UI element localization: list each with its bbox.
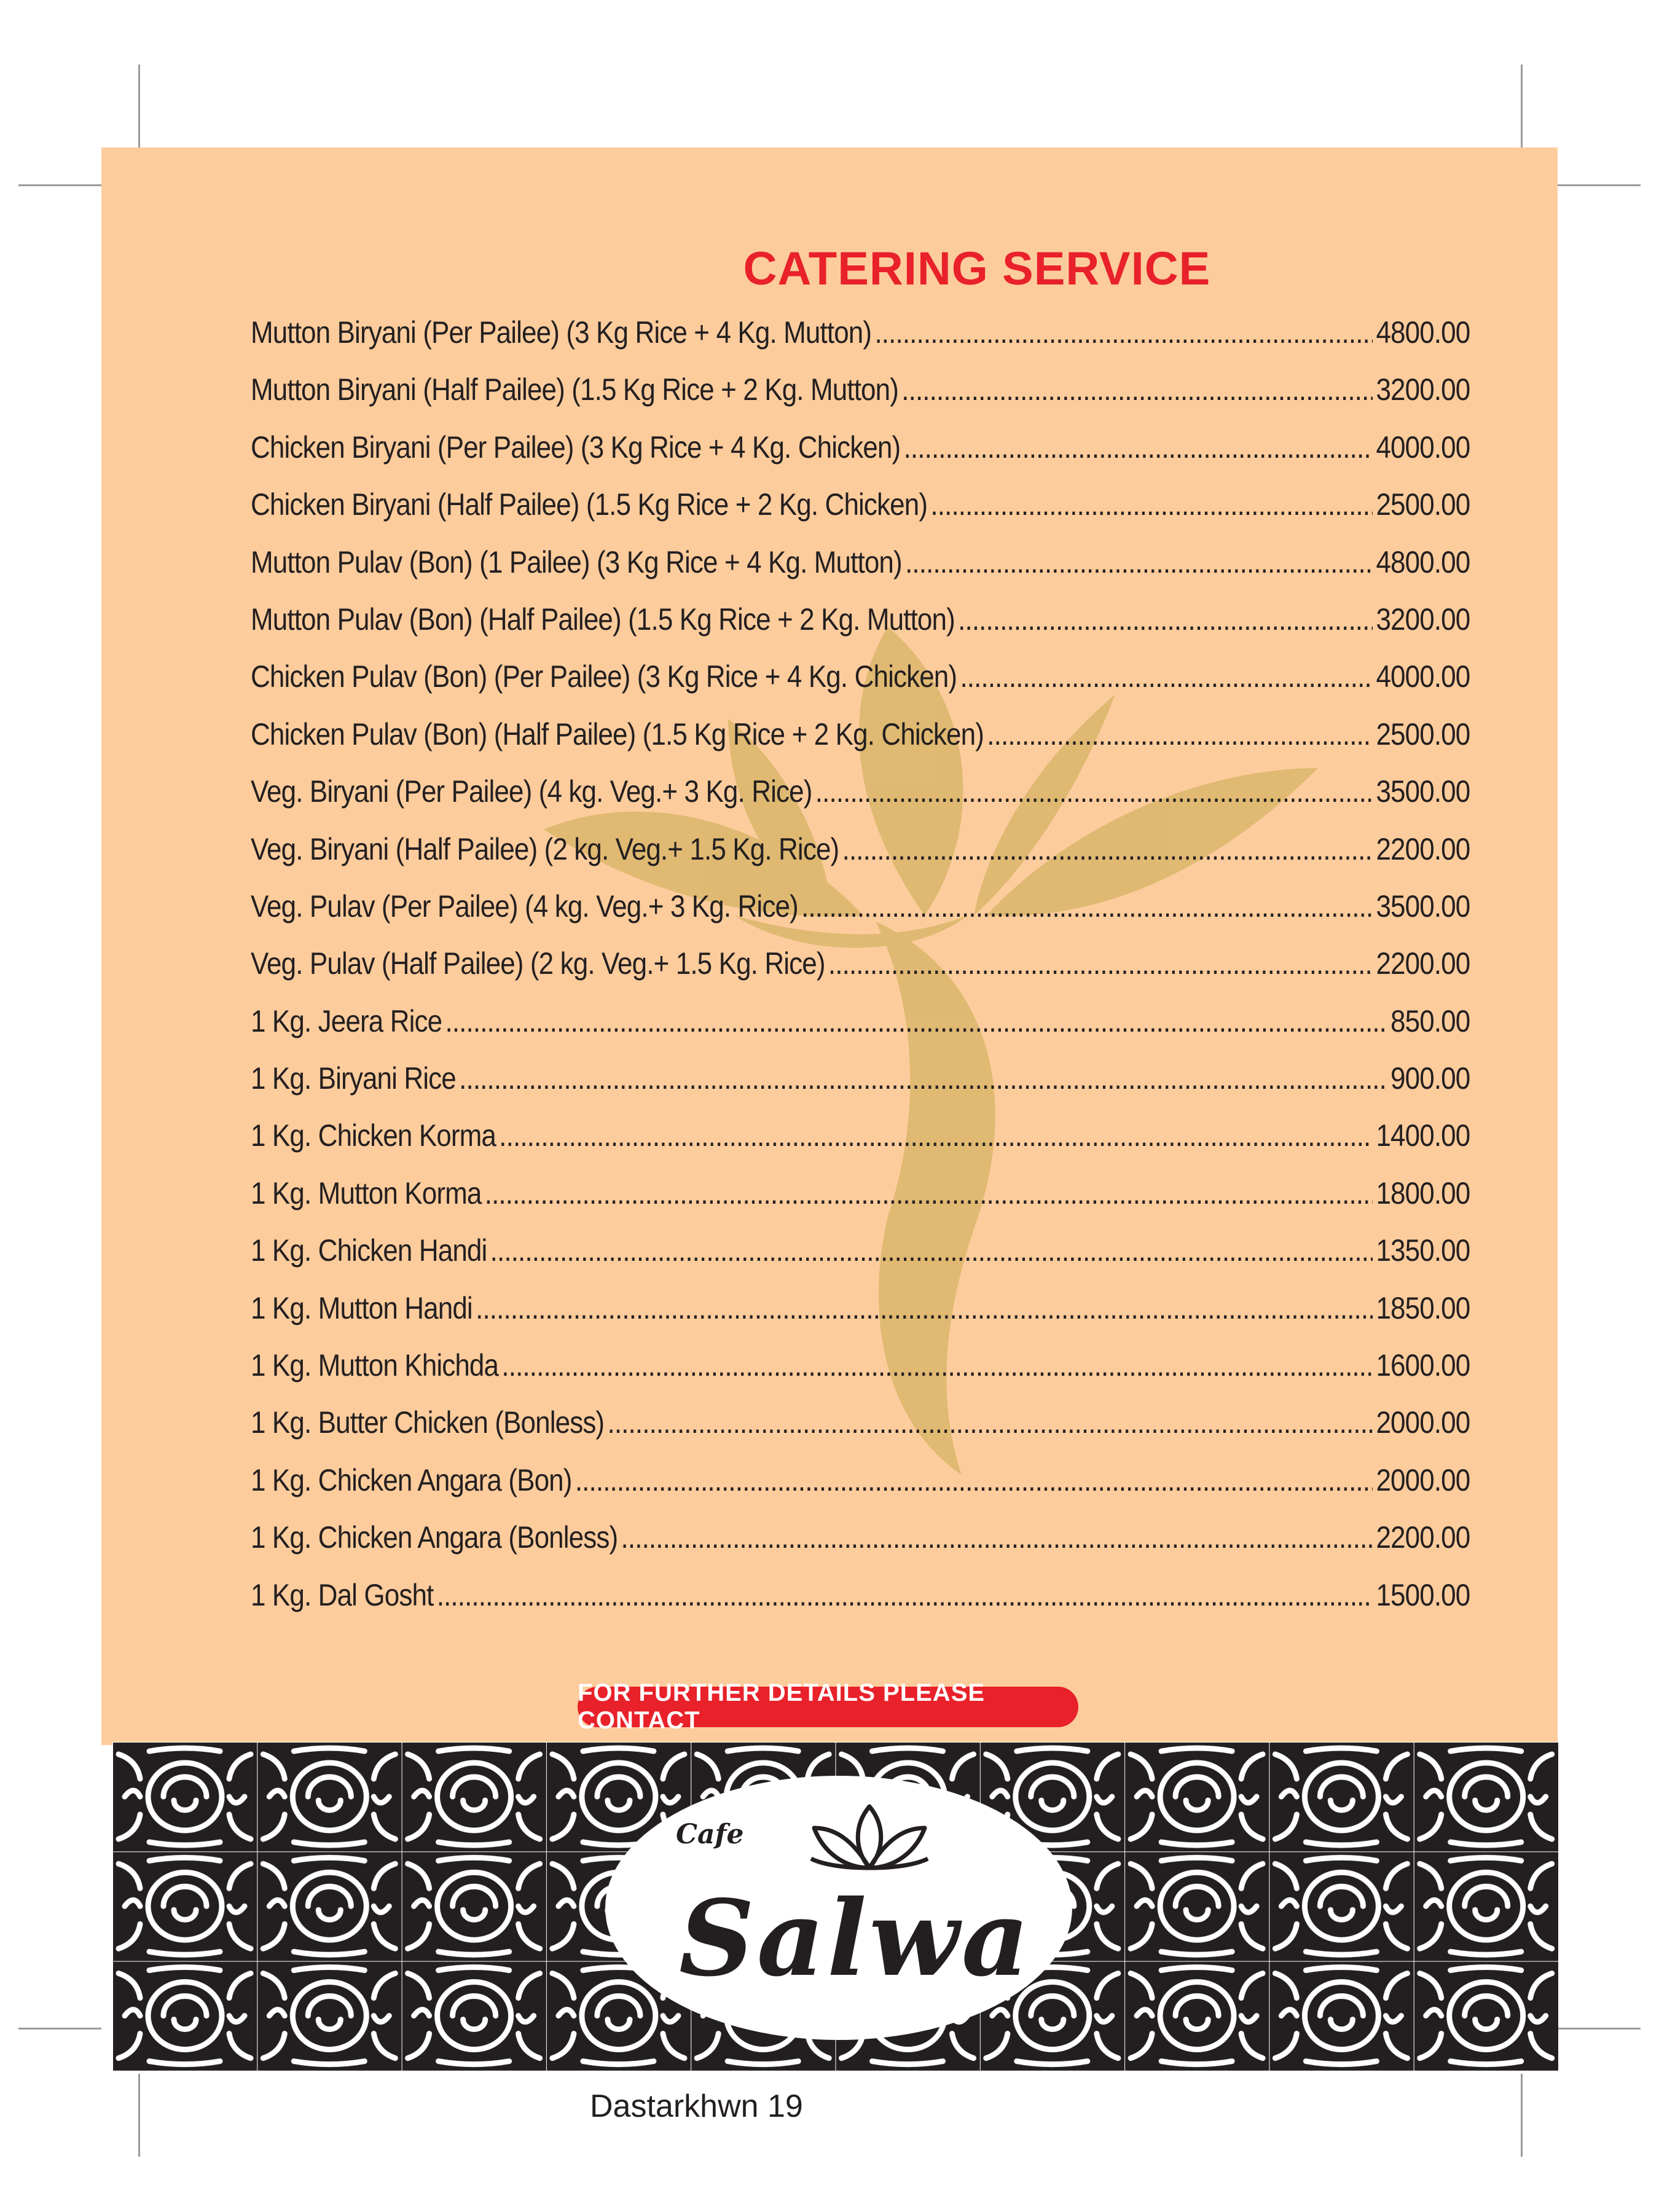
menu-item-name: Mutton Biryani (Per Pailee) (3 Kg Rice + 4 Kg. Mutton): [251, 315, 872, 350]
menu-item: [251, 429, 1470, 487]
menu-item-price: 2500.00: [1376, 716, 1470, 751]
crop-mark: [1558, 2028, 1641, 2030]
menu-item-name: Veg. Biryani (Per Pailee) (4 kg. Veg.+ 3 Kg. Rice): [251, 774, 812, 809]
dot-leader: [901, 372, 1373, 407]
menu-item: [251, 372, 1470, 429]
dot-leader: [437, 1577, 1373, 1613]
dot-leader: [485, 1175, 1373, 1211]
dot-leader: [801, 888, 1373, 924]
menu-item: [251, 946, 1470, 1003]
menu-item: [251, 1175, 1470, 1233]
menu-item-name: Mutton Pulav (Bon) (1 Pailee) (3 Kg Rice + 4 Kg. Mutton): [251, 544, 902, 579]
menu-item-price: 1350.00: [1376, 1233, 1470, 1268]
crop-mark: [138, 2074, 140, 2157]
dot-leader: [459, 1061, 1387, 1096]
menu-item-price: 1500.00: [1376, 1577, 1470, 1612]
menu-item-price: 3500.00: [1376, 774, 1470, 809]
crop-mark: [1558, 184, 1641, 186]
menu-item-price: 1400.00: [1376, 1118, 1470, 1153]
menu-item-name: 1 Kg. Dal Gosht: [251, 1577, 434, 1612]
lotus-icon: [808, 1800, 931, 1880]
menu-item-price: 2200.00: [1376, 831, 1470, 866]
crop-mark: [18, 184, 101, 186]
logo-prefix: Cafe: [676, 1819, 744, 1850]
menu-item-name: 1 Kg. Mutton Khichda: [251, 1348, 499, 1383]
menu-item: [251, 774, 1470, 831]
contact-badge: FOR FURTHER DETAILS PLEASE CONTACT: [578, 1687, 1078, 1727]
menu-item-price: 900.00: [1390, 1061, 1470, 1096]
menu-item-name: 1 Kg. Chicken Korma: [251, 1118, 496, 1153]
menu-item-name: Chicken Biryani (Half Pailee) (1.5 Kg Rice + 2 Kg. Chicken): [251, 487, 928, 522]
menu-item-price: 850.00: [1390, 1003, 1470, 1038]
menu-item: [251, 602, 1470, 659]
menu-item: [251, 1118, 1470, 1175]
menu-item: [251, 1061, 1470, 1118]
page-footer: Dastarkhwn 19: [590, 2088, 803, 2124]
crop-mark: [18, 2028, 101, 2030]
dot-leader: [904, 429, 1373, 465]
menu-item-name: 1 Kg. Chicken Handi: [251, 1233, 487, 1268]
menu-item-price: 2500.00: [1376, 487, 1470, 522]
menu-item-name: 1 Kg. Chicken Angara (Bonless): [251, 1520, 618, 1555]
menu-item-name: Veg. Pulav (Per Pailee) (4 kg. Veg.+ 3 Kg. Rice): [251, 888, 798, 924]
menu-item: [251, 716, 1470, 774]
dot-leader: [842, 831, 1373, 867]
menu-item-price: 4800.00: [1376, 315, 1470, 350]
dot-leader: [621, 1520, 1373, 1555]
dot-leader: [490, 1233, 1373, 1268]
menu-item-name: 1 Kg. Jeera Rice: [251, 1003, 442, 1038]
menu-item-name: Chicken Biryani (Per Pailee) (3 Kg Rice + 4 Kg. Chicken): [251, 429, 901, 465]
menu-item: [251, 1003, 1470, 1061]
menu-item-name: 1 Kg. Mutton Korma: [251, 1175, 482, 1210]
menu-item-price: 3200.00: [1376, 372, 1470, 407]
menu-item: [251, 544, 1470, 602]
menu-item: [251, 1462, 1470, 1520]
cafe-logo: [605, 1776, 1072, 2040]
menu-item-price: 4000.00: [1376, 429, 1470, 465]
dot-leader: [958, 602, 1373, 637]
menu-item: [251, 1405, 1470, 1462]
menu-item: [251, 315, 1470, 372]
menu-item-price: 1850.00: [1376, 1290, 1470, 1325]
crop-mark: [1521, 65, 1523, 147]
menu-item-name: Mutton Biryani (Half Pailee) (1.5 Kg Rice + 2 Kg. Mutton): [251, 372, 898, 407]
menu-item-price: 1800.00: [1376, 1175, 1470, 1210]
menu-item-name: Chicken Pulav (Bon) (Per Pailee) (3 Kg Rice + 4 Kg. Chicken): [251, 659, 957, 694]
menu-item-name: Mutton Pulav (Bon) (Half Pailee) (1.5 Kg Rice + 2 Kg. Mutton): [251, 602, 955, 637]
menu-item: [251, 487, 1470, 544]
menu-item-name: 1 Kg. Biryani Rice: [251, 1061, 456, 1096]
dot-leader: [476, 1290, 1373, 1326]
dot-leader: [930, 487, 1373, 522]
menu-item: [251, 1290, 1470, 1347]
dot-leader: [501, 1347, 1373, 1383]
menu-item-price: 2000.00: [1376, 1405, 1470, 1440]
menu-item-price: 4000.00: [1376, 659, 1470, 694]
menu-item-name: 1 Kg. Butter Chicken (Bonless): [251, 1405, 605, 1440]
dot-leader: [828, 946, 1373, 981]
dot-leader: [607, 1405, 1373, 1440]
dot-leader: [987, 716, 1373, 752]
menu-item-price: 4800.00: [1376, 544, 1470, 579]
crop-mark: [1521, 2074, 1523, 2157]
menu-item-price: 3500.00: [1376, 888, 1470, 924]
menu-item-price: 2200.00: [1376, 1520, 1470, 1555]
menu-item: [251, 1233, 1470, 1290]
dot-leader: [499, 1118, 1373, 1153]
menu-item-price: 1600.00: [1376, 1348, 1470, 1383]
menu-item-price: 2000.00: [1376, 1462, 1470, 1497]
menu-item-price: 2200.00: [1376, 946, 1470, 981]
dot-leader: [575, 1462, 1373, 1498]
menu-panel: [101, 147, 1558, 1745]
menu-item-name: 1 Kg. Chicken Angara (Bon): [251, 1462, 572, 1497]
menu-item: [251, 1577, 1470, 1634]
menu-list: [251, 315, 1470, 1634]
dot-leader: [445, 1003, 1387, 1039]
menu-item: [251, 1347, 1470, 1405]
logo-name: Salwa: [679, 1877, 1032, 2000]
menu-item-name: Veg. Pulav (Half Pailee) (2 kg. Veg.+ 1.5 Kg. Rice): [251, 946, 825, 981]
menu-item-name: Chicken Pulav (Bon) (Half Pailee) (1.5 Kg Rice + 2 Kg. Chicken): [251, 716, 984, 751]
menu-item: [251, 831, 1470, 888]
page-title: CATERING SERVICE: [743, 243, 1211, 295]
dot-leader: [905, 544, 1373, 580]
crop-mark: [138, 65, 140, 147]
menu-item: [251, 659, 1470, 716]
dot-leader: [874, 315, 1373, 350]
menu-item: [251, 1520, 1470, 1577]
menu-item-price: 3200.00: [1376, 602, 1470, 637]
dot-leader: [815, 774, 1373, 809]
menu-item-name: Veg. Biryani (Half Pailee) (2 kg. Veg.+ 1.5 Kg. Rice): [251, 831, 839, 866]
dot-leader: [960, 659, 1373, 694]
menu-item: [251, 888, 1470, 946]
menu-item-name: 1 Kg. Mutton Handi: [251, 1290, 473, 1325]
